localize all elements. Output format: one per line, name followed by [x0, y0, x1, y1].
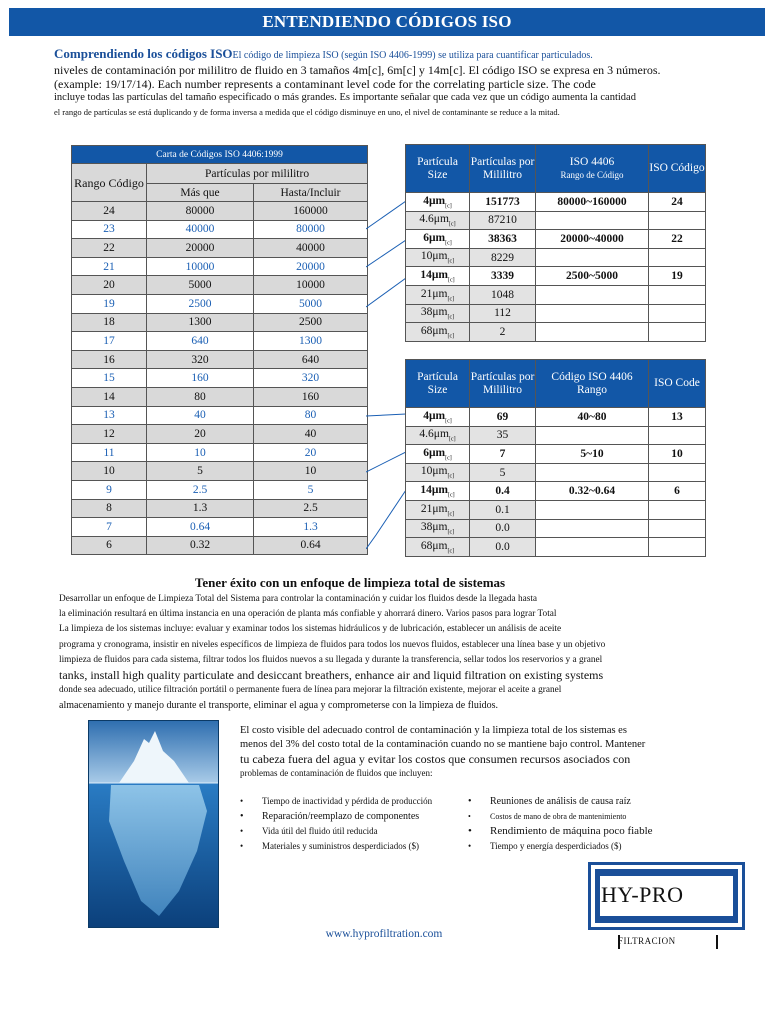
section-heading: Tener éxito con un enfoque de limpieza total de sistemas: [194, 575, 506, 590]
footer-url-link[interactable]: www.hyprofiltration.com: [325, 928, 443, 940]
chart-cell-more: 80: [147, 387, 254, 406]
cost-line: tu cabeza fuera del agua y evitar los costos que consumen recursos asociados con: [240, 752, 631, 766]
table-row: [406, 500, 706, 519]
particle-size-cell: [406, 500, 470, 519]
chart-cell-upto: 40000: [254, 239, 368, 258]
particle-size-cell: [406, 267, 470, 286]
chart-header-particles: Partículas por mililitro: [147, 164, 368, 184]
table-row: [406, 248, 706, 267]
particle-code-cell: [649, 519, 706, 538]
chart-cell-code: 24: [72, 202, 147, 221]
particle-size-cell: [406, 408, 470, 427]
particle-range-cell: [536, 304, 649, 323]
particle-code-cell: [649, 426, 706, 445]
table-row: [406, 538, 706, 557]
chart-cell-more: 2500: [147, 294, 254, 313]
particle-count-cell: 0.1: [470, 500, 536, 519]
particle-count-cell: 5: [470, 463, 536, 482]
connector-line: [366, 240, 406, 267]
particle-range-cell: 2500~5000: [536, 267, 649, 286]
table-row: [72, 202, 368, 221]
chart-caption: Carta de Códigos ISO 4406:1999: [72, 146, 368, 164]
chart-cell-upto: 80: [254, 406, 368, 425]
table-row: [72, 220, 368, 239]
table-row: [406, 445, 706, 464]
particle-size-unit-sub: [c]: [447, 277, 455, 284]
chart-header-range: Rango Código: [72, 164, 147, 202]
particle-code-cell: 10: [649, 445, 706, 464]
chart-cell-upto: 160000: [254, 202, 368, 221]
particle-size-unit-sub: [c]: [448, 221, 456, 228]
table-row: [406, 426, 706, 445]
particle-size-unit-sub: [c]: [447, 529, 455, 536]
particle-range-cell: 0.32~0.64: [536, 482, 649, 501]
chart-cell-code: 9: [72, 480, 147, 499]
particle-code-cell: [649, 248, 706, 267]
particle-size-unit-sub: [c]: [447, 295, 455, 302]
particle-size-unit-sub: [c]: [445, 417, 452, 424]
chart-cell-upto: 640: [254, 350, 368, 369]
table-row: [72, 387, 368, 406]
intro-line: niveles de contaminación por mililitro de fluido en 3 tamaños 4m[c], 6m[c] y 14m[c]. El código ISO se expresa en 3 números.: [54, 63, 661, 77]
chart-cell-more: 1300: [147, 313, 254, 332]
particle-size-unit: μm: [428, 409, 446, 422]
particle-count-cell: 1048: [470, 285, 536, 304]
chart-cell-more: 40000: [147, 220, 254, 239]
table-row: [406, 408, 706, 427]
particle-size-unit: μm: [433, 428, 449, 441]
list-item: • Tiempo y energía desperdiciados ($): [468, 839, 708, 854]
table1-header-size: Partícula Size: [406, 145, 470, 193]
chart-cell-upto: 10: [254, 462, 368, 481]
chart-header-more: Más que: [147, 184, 254, 202]
particle-size-value: 10: [420, 250, 433, 263]
particle-range-cell: 80000~160000: [536, 193, 649, 212]
particle-size-unit: μm: [433, 213, 449, 226]
particle-size-unit-sub: [c]: [447, 258, 455, 265]
chart-cell-code: 19: [72, 294, 147, 313]
table-row: [406, 304, 706, 323]
particle-code-cell: [649, 285, 706, 304]
table2-header-code: ISO Code: [649, 360, 706, 408]
list-item: • Rendimiento de máquina poco fiable: [468, 824, 708, 839]
table-row: [406, 323, 706, 342]
chart-cell-upto: 40: [254, 425, 368, 444]
particle-range-cell: 5~10: [536, 445, 649, 464]
connector-lines: [366, 180, 406, 560]
particle-size-cell: [406, 230, 470, 249]
chart-cell-more: 1.3: [147, 499, 254, 518]
chart-cell-more: 20: [147, 425, 254, 444]
section-line: tanks, install high quality particulate and desiccant breathers, enhance air and liquid filtration on existing systems: [59, 668, 604, 683]
table-row: [406, 211, 706, 230]
particle-count-cell: 2: [470, 323, 536, 342]
chart-cell-code: 15: [72, 369, 147, 388]
particle-size-cell: [406, 519, 470, 538]
chart-cell-upto: 5000: [254, 294, 368, 313]
table-row: [72, 536, 368, 555]
connector-line: [366, 278, 406, 307]
particle-count-table-1: [405, 144, 706, 342]
chart-cell-code: 21: [72, 257, 147, 276]
particle-range-cell: [536, 248, 649, 267]
particle-count-cell: 3339: [470, 267, 536, 286]
chart-cell-more: 80000: [147, 202, 254, 221]
chart-cell-code: 8: [72, 499, 147, 518]
chart-cell-code: 18: [72, 313, 147, 332]
particle-size-unit: μm: [432, 306, 448, 319]
table1-header-iso: [536, 145, 649, 193]
section-body: [59, 592, 759, 714]
particle-size-unit-sub: [c]: [447, 492, 455, 499]
chart-header-upto: Hasta/Incluir: [254, 184, 368, 202]
particle-size-cell: [406, 426, 470, 445]
particle-count-cell: 35: [470, 426, 536, 445]
table-row: [72, 350, 368, 369]
section-line: donde sea adecuado, utilice filtración portátil o permanente fuera de línea para mejorar la filtración existente, mejorar el aceite a granel: [59, 685, 562, 696]
cost-paragraph: [240, 724, 760, 780]
particle-count-cell: 7: [470, 445, 536, 464]
table-row: [72, 443, 368, 462]
intro-line: el rango de partículas se está duplicando y de forma inversa a medida que el código disminuye en uno, el nivel de contaminante se reduce a la mitad.: [54, 107, 560, 117]
particle-code-cell: 22: [649, 230, 706, 249]
connector-line: [366, 414, 406, 416]
list-item: • Tiempo de inactividad y pérdida de producción: [240, 794, 470, 809]
table-row: [406, 230, 706, 249]
table2-header-per-ml: Partículas por Mililitro: [470, 360, 536, 408]
particle-code-cell: 6: [649, 482, 706, 501]
list-item: • Vida útil del fluido útil reducida: [240, 824, 470, 839]
particle-code-cell: [649, 538, 706, 557]
iceberg-image: [88, 720, 219, 928]
chart-cell-upto: 0.64: [254, 536, 368, 555]
particle-size-unit: μm: [428, 194, 446, 207]
chart-cell-upto: 20000: [254, 257, 368, 276]
particle-code-cell: [649, 463, 706, 482]
chart-cell-upto: 80000: [254, 220, 368, 239]
particle-size-value: 4.6: [419, 213, 434, 226]
particle-count-cell: 69: [470, 408, 536, 427]
chart-cell-upto: 5: [254, 480, 368, 499]
particle-size-unit: μm: [432, 324, 448, 337]
section-line: Desarrollar un enfoque de Limpieza Total del Sistema para controlar la contaminación y cuidar los fluidos desde la llegada hasta: [59, 594, 538, 604]
chart-cell-upto: 10000: [254, 276, 368, 295]
chart-cell-more: 40: [147, 406, 254, 425]
particle-size-value: 68: [420, 539, 433, 552]
section-line: limpieza de fluidos para cada sistema, filtrar todos los fluidos nuevos a su llegada y durante la transferencia, sellar todos los reservorios y a granel: [59, 654, 603, 665]
particle-size-unit: μm: [431, 269, 448, 282]
particle-count-table-2: [405, 359, 706, 557]
particle-code-cell: 13: [649, 408, 706, 427]
table-row: [72, 276, 368, 295]
chart-cell-upto: 20: [254, 443, 368, 462]
particle-size-value: 14: [420, 484, 432, 497]
chart-cell-upto: 320: [254, 369, 368, 388]
particle-range-cell: [536, 426, 649, 445]
chart-cell-more: 0.32: [147, 536, 254, 555]
particle-size-unit: μm: [432, 250, 448, 263]
connector-line: [366, 201, 406, 229]
particle-size-unit: μm: [432, 502, 448, 515]
intro-lead-text: El código de limpieza ISO (según ISO 4406-1999) se utiliza para cuantificar particulados.: [232, 50, 593, 61]
particle-count-cell: 0.0: [470, 519, 536, 538]
particle-size-value: 14: [420, 269, 432, 282]
particle-size-cell: [406, 445, 470, 464]
particle-range-cell: [536, 211, 649, 230]
chart-cell-code: 6: [72, 536, 147, 555]
particle-code-cell: 24: [649, 193, 706, 212]
table1-header-code: ISO Código: [649, 145, 706, 193]
table-row: [406, 267, 706, 286]
table1-header-per-ml: Partículas por Mililitro: [470, 145, 536, 193]
list-item: • Reparación/reemplazo de componentes: [240, 809, 470, 824]
table1-header-iso-sub: Rango de Código: [560, 169, 624, 180]
table-row: [406, 519, 706, 538]
particle-size-value: 6: [423, 231, 429, 244]
table-row: [72, 425, 368, 444]
chart-cell-more: 640: [147, 332, 254, 351]
chart-cell-more: 160: [147, 369, 254, 388]
particle-size-unit-sub: [c]: [445, 455, 452, 462]
cost-line: menos del 3% del costo total de la contaminación cuando no se mantiene bajo control. Mantener: [240, 739, 646, 750]
table-row: [72, 257, 368, 276]
particle-size-unit-sub: [c]: [447, 314, 455, 321]
particle-size-value: 6: [423, 446, 429, 459]
chart-cell-upto: 1.3: [254, 518, 368, 537]
particle-code-cell: 19: [649, 267, 706, 286]
chart-cell-code: 14: [72, 387, 147, 406]
particle-size-unit: μm: [431, 484, 448, 497]
list-item: • Costos de mano de obra de mantenimiento: [468, 809, 708, 824]
particle-code-cell: [649, 211, 706, 230]
particle-count-cell: 151773: [470, 193, 536, 212]
table-row: [72, 518, 368, 537]
cost-line: problemas de contaminación de fluidos que incluyen:: [240, 768, 433, 778]
section-line: La limpieza de los sistemas incluye: evaluar y examinar todos los sistemas hidráulicos y de lubricación, establecer un análisis de aceite: [59, 624, 562, 635]
section-line: almacenamiento y manejo durante el transporte, eliminar el agua y comprometerse con la limpieza de fluidos.: [59, 700, 498, 712]
particle-size-cell: [406, 304, 470, 323]
table-row: [72, 313, 368, 332]
intro-lead-heading: Comprendiendo los códigos ISO: [54, 46, 233, 61]
particle-count-cell: 0.4: [470, 482, 536, 501]
particle-size-cell: [406, 211, 470, 230]
iso-code-chart-table: [71, 145, 368, 555]
section-line: programa y cronograma, insistir en niveles específicos de limpieza de fluidos para todos los nuevos fluidos, establecer una línea base y un objetivo: [59, 639, 606, 650]
table1-header-iso-title: ISO 4406: [569, 155, 615, 168]
chart-cell-more: 2.5: [147, 480, 254, 499]
list-item: • Materiales y suministros desperdiciados ($): [240, 839, 470, 854]
table-row: [72, 369, 368, 388]
intro-line: (example: 19/17/14). Each number represents a contaminant level code for the correlating particle size. The code: [54, 77, 596, 91]
particle-count-cell: 8229: [470, 248, 536, 267]
table-row: [72, 239, 368, 258]
chart-cell-more: 5000: [147, 276, 254, 295]
particle-range-cell: [536, 323, 649, 342]
particle-size-cell: [406, 248, 470, 267]
chart-cell-code: 12: [72, 425, 147, 444]
table-row: [406, 285, 706, 304]
chart-cell-more: 10: [147, 443, 254, 462]
particle-range-cell: [536, 500, 649, 519]
section-line: la eliminación resultará en última instancia en una operación de planta más confiable y ahorrará dinero. Varios pasos para lograr Total: [59, 609, 557, 620]
particle-range-cell: [536, 285, 649, 304]
list-item: • Reuniones de análisis de causa raíz: [468, 794, 708, 809]
chart-cell-upto: 1300: [254, 332, 368, 351]
chart-cell-more: 5: [147, 462, 254, 481]
table2-header-size: Partícula Size: [406, 360, 470, 408]
particle-range-cell: [536, 538, 649, 557]
particle-size-unit-sub: [c]: [447, 510, 455, 517]
particle-size-cell: [406, 482, 470, 501]
table-row: [72, 462, 368, 481]
chart-cell-more: 10000: [147, 257, 254, 276]
chart-cell-code: 7: [72, 518, 147, 537]
particle-size-unit-sub: [c]: [445, 240, 452, 247]
particle-range-cell: [536, 463, 649, 482]
chart-cell-upto: 2500: [254, 313, 368, 332]
chart-cell-more: 320: [147, 350, 254, 369]
particle-range-cell: 20000~40000: [536, 230, 649, 249]
chart-cell-code: 23: [72, 220, 147, 239]
chart-cell-code: 10: [72, 462, 147, 481]
chart-cell-upto: 2.5: [254, 499, 368, 518]
particle-code-cell: [649, 323, 706, 342]
table-row: [406, 482, 706, 501]
particle-size-unit: μm: [432, 287, 448, 300]
logo-name: HY-PRO: [601, 882, 684, 907]
logo-subtitle: FILTRACION: [618, 936, 676, 946]
particle-code-cell: [649, 304, 706, 323]
particle-size-value: 21: [420, 502, 433, 515]
particle-size-value: 68: [420, 324, 433, 337]
table-row: [72, 406, 368, 425]
table-row: [406, 463, 706, 482]
table-row: [72, 480, 368, 499]
particle-count-cell: 87210: [470, 211, 536, 230]
page-title: ENTENDIENDO CÓDIGOS ISO: [9, 8, 765, 36]
particle-size-cell: [406, 538, 470, 557]
particle-code-cell: [649, 500, 706, 519]
particle-size-cell: [406, 285, 470, 304]
chart-cell-upto: 160: [254, 387, 368, 406]
particle-size-unit: μm: [428, 231, 446, 244]
particle-size-unit: μm: [432, 465, 448, 478]
particle-size-unit-sub: [c]: [447, 473, 455, 480]
particle-size-cell: [406, 463, 470, 482]
table-row: [406, 193, 706, 212]
particle-size-value: 4.6: [419, 428, 434, 441]
particle-size-value: 10: [420, 465, 433, 478]
particle-size-value: 4: [423, 194, 429, 207]
intro-line: incluye todas las partículas del tamaño especificado o más grandes. Es importante señalar que cada vez que un código aumenta la cantidad: [54, 92, 636, 103]
particle-size-value: 4: [423, 409, 429, 422]
particle-count-cell: 38363: [470, 230, 536, 249]
table-row: [72, 499, 368, 518]
table-row: [72, 332, 368, 351]
chart-cell-more: 20000: [147, 239, 254, 258]
particle-size-unit-sub: [c]: [445, 202, 452, 209]
chart-cell-code: 22: [72, 239, 147, 258]
particle-size-unit: μm: [428, 446, 446, 459]
connector-line: [366, 490, 406, 549]
particle-size-unit: μm: [432, 539, 448, 552]
cost-line: El costo visible del adecuado control de contaminación y la limpieza total de los sistemas es: [240, 725, 627, 736]
chart-cell-code: 17: [72, 332, 147, 351]
chart-cell-code: 20: [72, 276, 147, 295]
chart-cell-code: 13: [72, 406, 147, 425]
particle-size-unit: μm: [432, 521, 448, 534]
chart-cell-more: 0.64: [147, 518, 254, 537]
particle-size-value: 38: [420, 521, 433, 534]
table-row: [72, 294, 368, 313]
intro-paragraph: [54, 47, 754, 119]
chart-cell-code: 11: [72, 443, 147, 462]
particle-size-unit-sub: [c]: [447, 333, 455, 340]
particle-range-cell: [536, 519, 649, 538]
cost-bullets-left: [240, 794, 470, 854]
particle-size-value: 38: [420, 306, 433, 319]
particle-count-cell: 0.0: [470, 538, 536, 557]
cost-bullets-right: [468, 794, 708, 854]
particle-size-cell: [406, 323, 470, 342]
table2-header-iso: Código ISO 4406 Rango: [536, 360, 649, 408]
particle-range-cell: 40~80: [536, 408, 649, 427]
particle-size-unit-sub: [c]: [448, 436, 456, 443]
particle-size-unit-sub: [c]: [447, 548, 455, 555]
connector-line: [366, 452, 406, 472]
chart-cell-code: 16: [72, 350, 147, 369]
particle-count-cell: 112: [470, 304, 536, 323]
particle-size-cell: [406, 193, 470, 212]
particle-size-value: 21: [420, 287, 433, 300]
